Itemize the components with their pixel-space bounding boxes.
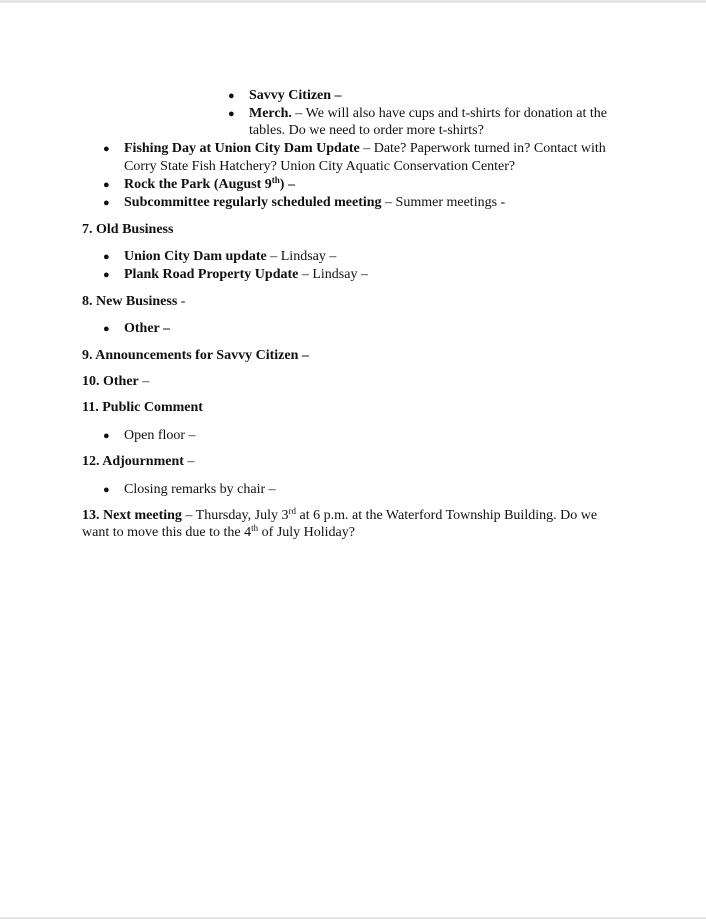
list-item-closing-remarks	[124, 481, 276, 499]
heading-text: 10. Other	[82, 374, 139, 389]
list-item-fishing-day	[124, 140, 606, 158]
item-label: Merch.	[249, 106, 292, 121]
item-text: – We will also have cups and t-shirts for donation at the	[291, 106, 607, 121]
list-item-savvy-citizen	[249, 87, 342, 105]
paragraph-text: of July Holiday?	[258, 525, 355, 540]
bullet-icon: ●	[103, 143, 110, 155]
list-item-open-floor	[124, 427, 196, 445]
ordinal-suffix: th	[251, 523, 259, 533]
bullet-icon: ●	[103, 484, 110, 496]
item-label: Savvy Citizen –	[249, 88, 342, 103]
section-heading-announcements	[82, 347, 309, 365]
heading-text: 13. Next meeting	[82, 508, 182, 523]
section-heading-public-comment	[82, 399, 203, 417]
list-item-fishing-day-continued	[124, 158, 515, 176]
item-text: Closing remarks by chair –	[124, 482, 276, 497]
bullet-icon: ●	[103, 197, 110, 209]
item-text: Open floor –	[124, 428, 196, 443]
item-label: Union City Dam update	[124, 249, 267, 264]
section-heading-adjournment	[82, 453, 194, 471]
paragraph-text: want to move this due to the 4	[82, 525, 252, 540]
section-heading-other	[82, 373, 149, 391]
item-text: Corry State Fish Hatchery? Union City Aquatic Conservation Center?	[124, 159, 516, 174]
item-text: – Date? Paperwork turned in? Contact with	[359, 141, 606, 156]
bullet-icon: ●	[103, 430, 110, 442]
bullet-icon: ●	[103, 251, 110, 263]
item-text: tables. Do we need to order more t-shirts?	[249, 123, 484, 138]
bullet-icon: ●	[228, 90, 235, 102]
heading-suffix: –	[138, 374, 150, 389]
ordinal-suffix: th	[271, 175, 280, 185]
heading-text: 12. Adjournment	[82, 454, 184, 469]
item-label	[124, 177, 295, 192]
heading-text: 11. Public Comment	[82, 400, 203, 415]
ordinal-suffix: rd	[288, 506, 296, 516]
list-item-other	[124, 320, 170, 338]
bullet-icon: ●	[103, 269, 110, 281]
heading-text: 9. Announcements for Savvy Citizen –	[82, 348, 309, 363]
top-border	[0, 0, 706, 3]
list-item-merch	[249, 105, 607, 123]
section-heading-old-business	[82, 221, 173, 239]
heading-text: 8. New Business	[82, 294, 178, 309]
heading-suffix: –	[183, 454, 195, 469]
section-next-meeting-continued	[82, 524, 355, 542]
item-label: Fishing Day at Union City Dam Update	[124, 141, 360, 156]
item-label: Subcommittee regularly scheduled meeting	[124, 195, 382, 210]
item-label-part: ) –	[279, 177, 295, 192]
section-next-meeting	[82, 507, 597, 525]
list-item-plank-road	[124, 266, 368, 284]
paragraph-text: – Thursday, July 3	[181, 508, 289, 523]
heading-text: 7. Old Business	[82, 222, 174, 237]
bullet-icon: ●	[103, 179, 110, 191]
paragraph-text: at 6 p.m. at the Waterford Township Building. Do we	[295, 508, 598, 523]
list-item-subcommittee	[124, 194, 505, 212]
item-text: – Lindsay –	[298, 267, 368, 282]
section-heading-new-business	[82, 293, 185, 311]
bullet-icon: ●	[103, 323, 110, 335]
item-text: – Summer meetings -	[381, 195, 506, 210]
list-item-dam-update	[124, 248, 336, 266]
list-item-rock-the-park	[124, 176, 295, 194]
item-label: Other –	[124, 321, 171, 336]
item-text: – Lindsay –	[266, 249, 337, 264]
heading-suffix: -	[177, 294, 186, 309]
item-label: Plank Road Property Update	[124, 267, 299, 282]
list-item-merch-continued	[249, 122, 484, 140]
item-label-part: Rock the Park (August 9	[124, 177, 272, 192]
bullet-icon: ●	[228, 108, 235, 120]
